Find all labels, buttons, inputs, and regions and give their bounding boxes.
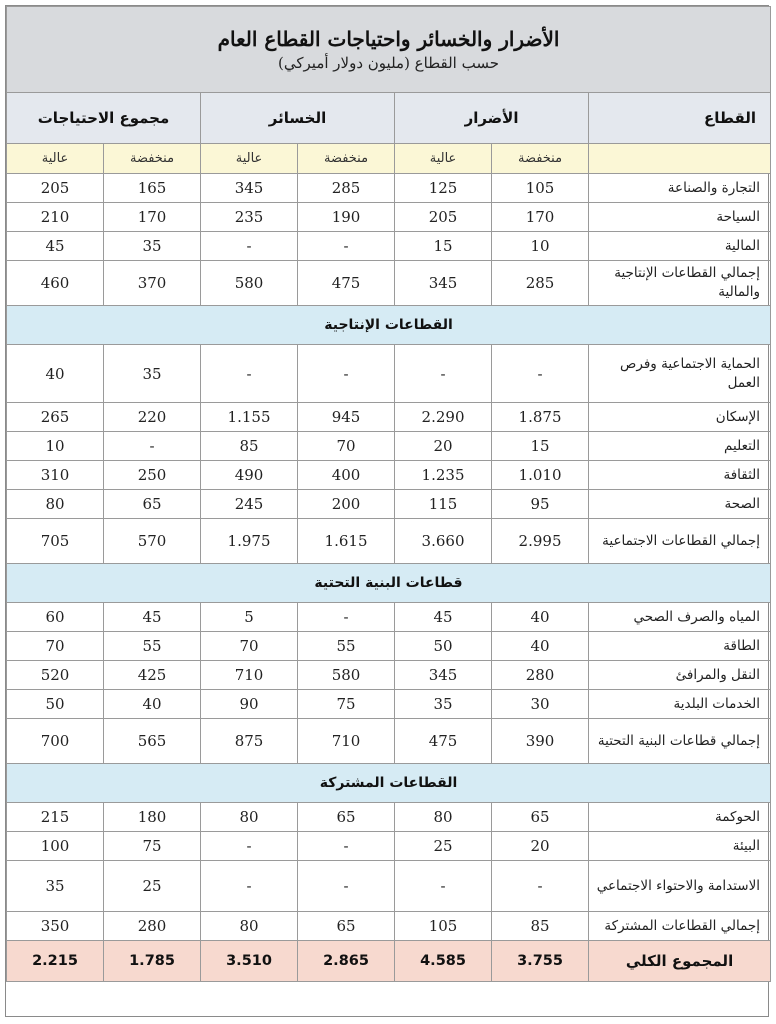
value-cell: 25 bbox=[395, 832, 492, 861]
sector-name: إجمالي القطاعات الاجتماعية bbox=[589, 519, 771, 564]
value-cell: 1.615 bbox=[298, 519, 395, 564]
title-row bbox=[7, 7, 771, 93]
value-cell: 245 bbox=[201, 490, 298, 519]
value-cell: 280 bbox=[492, 661, 589, 690]
table-row bbox=[7, 603, 771, 632]
value-cell: 215 bbox=[7, 803, 104, 832]
value-cell: 3.660 bbox=[395, 519, 492, 564]
value-cell: 105 bbox=[492, 174, 589, 203]
value-cell: 115 bbox=[395, 490, 492, 519]
value-cell: 10 bbox=[492, 232, 589, 261]
value-cell: 45 bbox=[395, 603, 492, 632]
value-cell: 190 bbox=[298, 203, 395, 232]
value-cell: 15 bbox=[492, 432, 589, 461]
sector-header: القطاع bbox=[589, 93, 771, 144]
table-row bbox=[7, 690, 771, 719]
value-cell: 210 bbox=[7, 203, 104, 232]
value-cell: 15 bbox=[395, 232, 492, 261]
table-subtitle: حسب القطاع (مليون دولار أميركي) bbox=[278, 53, 499, 72]
value-cell: 75 bbox=[104, 832, 201, 861]
value-cell: 310 bbox=[7, 461, 104, 490]
value-cell: 1.875 bbox=[492, 403, 589, 432]
value-cell: 235 bbox=[201, 203, 298, 232]
value-cell: 65 bbox=[298, 803, 395, 832]
value-cell: 40 bbox=[104, 690, 201, 719]
damages-losses-needs-table-card bbox=[5, 5, 769, 1017]
value-cell: 700 bbox=[7, 719, 104, 764]
section-title: القطاعات المشتركة bbox=[7, 764, 771, 803]
value-cell: 2.995 bbox=[492, 519, 589, 564]
value-cell: 50 bbox=[7, 690, 104, 719]
damages-low-header: منخفضة bbox=[492, 144, 589, 174]
value-cell: 80 bbox=[7, 490, 104, 519]
value-cell: - bbox=[395, 861, 492, 912]
value-cell: 105 bbox=[395, 912, 492, 941]
value-cell: - bbox=[395, 345, 492, 403]
table-row bbox=[7, 632, 771, 661]
value-cell: 1.155 bbox=[201, 403, 298, 432]
value-cell: - bbox=[104, 432, 201, 461]
value-cell: - bbox=[298, 232, 395, 261]
sector-name: إجمالي القطاعات الإنتاجية والمالية bbox=[589, 261, 771, 306]
grand-total-value: 3.510 bbox=[201, 941, 298, 982]
grand-total-value: 1.785 bbox=[104, 941, 201, 982]
grand-total-value: 4.585 bbox=[395, 941, 492, 982]
table-row bbox=[7, 403, 771, 432]
value-cell: 265 bbox=[7, 403, 104, 432]
value-cell: 370 bbox=[104, 261, 201, 306]
value-cell: 5 bbox=[201, 603, 298, 632]
value-cell: 350 bbox=[7, 912, 104, 941]
value-cell: 710 bbox=[298, 719, 395, 764]
data-table bbox=[6, 6, 771, 982]
damages-high-header: عالية bbox=[395, 144, 492, 174]
value-cell: 205 bbox=[395, 203, 492, 232]
section-header-row bbox=[7, 564, 771, 603]
value-cell: 35 bbox=[104, 232, 201, 261]
value-cell: 40 bbox=[7, 345, 104, 403]
value-cell: 40 bbox=[492, 603, 589, 632]
value-cell: 85 bbox=[492, 912, 589, 941]
value-cell: 170 bbox=[492, 203, 589, 232]
value-cell: 80 bbox=[201, 803, 298, 832]
value-cell: 710 bbox=[201, 661, 298, 690]
value-cell: 20 bbox=[492, 832, 589, 861]
value-cell: - bbox=[298, 603, 395, 632]
value-cell: 80 bbox=[201, 912, 298, 941]
sector-name: السياحة bbox=[589, 203, 771, 232]
value-cell: 345 bbox=[201, 174, 298, 203]
losses-low-header: منخفضة bbox=[298, 144, 395, 174]
sector-name: المالية bbox=[589, 232, 771, 261]
value-cell: 20 bbox=[395, 432, 492, 461]
table-row bbox=[7, 232, 771, 261]
value-cell: 70 bbox=[7, 632, 104, 661]
value-cell: 95 bbox=[492, 490, 589, 519]
sector-name: الطاقة bbox=[589, 632, 771, 661]
sector-name: البيئة bbox=[589, 832, 771, 861]
value-cell: 60 bbox=[7, 603, 104, 632]
value-cell: 40 bbox=[492, 632, 589, 661]
value-cell: 55 bbox=[298, 632, 395, 661]
value-cell: 520 bbox=[7, 661, 104, 690]
grand-total-label: المجموع الكلي bbox=[589, 941, 771, 982]
value-cell: 30 bbox=[492, 690, 589, 719]
sector-name: المياه والصرف الصحي bbox=[589, 603, 771, 632]
table-row bbox=[7, 461, 771, 490]
value-cell: 475 bbox=[395, 719, 492, 764]
value-cell: 75 bbox=[298, 690, 395, 719]
value-cell: - bbox=[492, 861, 589, 912]
value-cell: 490 bbox=[201, 461, 298, 490]
value-cell: 580 bbox=[201, 261, 298, 306]
sector-name: إجمالي قطاعات البنية التحتية bbox=[589, 719, 771, 764]
sector-name: الخدمات البلدية bbox=[589, 690, 771, 719]
value-cell: 170 bbox=[104, 203, 201, 232]
needs-low-header: منخفضة bbox=[104, 144, 201, 174]
value-cell: 875 bbox=[201, 719, 298, 764]
table-row bbox=[7, 719, 771, 764]
grand-total-value: 2.215 bbox=[7, 941, 104, 982]
value-cell: 70 bbox=[298, 432, 395, 461]
value-cell: 1.010 bbox=[492, 461, 589, 490]
value-cell: 50 bbox=[395, 632, 492, 661]
value-cell: 45 bbox=[7, 232, 104, 261]
needs-total-header: مجموع الاحتياجات bbox=[7, 93, 201, 144]
value-cell: 2.290 bbox=[395, 403, 492, 432]
value-cell: - bbox=[298, 832, 395, 861]
subheader-row bbox=[7, 144, 771, 174]
value-cell: 45 bbox=[104, 603, 201, 632]
value-cell: 425 bbox=[104, 661, 201, 690]
sector-name: الاستدامة والاحتواء الاجتماعي bbox=[589, 861, 771, 912]
value-cell: 1.975 bbox=[201, 519, 298, 564]
section-title: القطاعات الإنتاجية bbox=[7, 306, 771, 345]
value-cell: 580 bbox=[298, 661, 395, 690]
sector-name: الإسكان bbox=[589, 403, 771, 432]
section-header-row bbox=[7, 764, 771, 803]
value-cell: 85 bbox=[201, 432, 298, 461]
table-row bbox=[7, 519, 771, 564]
title-cell bbox=[7, 7, 771, 93]
table-row bbox=[7, 432, 771, 461]
table-row bbox=[7, 861, 771, 912]
value-cell: 80 bbox=[395, 803, 492, 832]
sector-name: إجمالي القطاعات المشتركة bbox=[589, 912, 771, 941]
losses-high-header: عالية bbox=[201, 144, 298, 174]
value-cell: 125 bbox=[395, 174, 492, 203]
value-cell: 565 bbox=[104, 719, 201, 764]
value-cell: 100 bbox=[7, 832, 104, 861]
sector-name: الثقافة bbox=[589, 461, 771, 490]
sector-name: التعليم bbox=[589, 432, 771, 461]
table-row bbox=[7, 661, 771, 690]
value-cell: 285 bbox=[298, 174, 395, 203]
value-cell: 65 bbox=[104, 490, 201, 519]
value-cell: 250 bbox=[104, 461, 201, 490]
value-cell: 35 bbox=[395, 690, 492, 719]
table-title: الأضرار والخسائر واحتياجات القطاع العام bbox=[217, 26, 560, 51]
value-cell: 945 bbox=[298, 403, 395, 432]
value-cell: - bbox=[201, 861, 298, 912]
value-cell: 345 bbox=[395, 261, 492, 306]
table-row bbox=[7, 912, 771, 941]
damages-header: الأضرار bbox=[395, 93, 589, 144]
grand-total-value: 3.755 bbox=[492, 941, 589, 982]
value-cell: 280 bbox=[104, 912, 201, 941]
value-cell: - bbox=[201, 232, 298, 261]
table-row bbox=[7, 174, 771, 203]
value-cell: 475 bbox=[298, 261, 395, 306]
value-cell: 570 bbox=[104, 519, 201, 564]
sector-name: الحماية الاجتماعية وفرص العمل bbox=[589, 345, 771, 403]
group-header-row bbox=[7, 93, 771, 144]
grand-total-row bbox=[7, 941, 771, 982]
value-cell: 165 bbox=[104, 174, 201, 203]
sector-name: الصحة bbox=[589, 490, 771, 519]
subheader-empty-cell bbox=[589, 144, 771, 174]
value-cell: 35 bbox=[7, 861, 104, 912]
value-cell: - bbox=[201, 832, 298, 861]
value-cell: 90 bbox=[201, 690, 298, 719]
value-cell: 1.235 bbox=[395, 461, 492, 490]
value-cell: - bbox=[201, 345, 298, 403]
value-cell: 25 bbox=[104, 861, 201, 912]
value-cell: 55 bbox=[104, 632, 201, 661]
value-cell: - bbox=[298, 345, 395, 403]
table-row bbox=[7, 490, 771, 519]
value-cell: - bbox=[298, 861, 395, 912]
value-cell: 65 bbox=[492, 803, 589, 832]
table-row bbox=[7, 345, 771, 403]
value-cell: 285 bbox=[492, 261, 589, 306]
value-cell: 400 bbox=[298, 461, 395, 490]
value-cell: 70 bbox=[201, 632, 298, 661]
section-title: قطاعات البنية التحتية bbox=[7, 564, 771, 603]
value-cell: 180 bbox=[104, 803, 201, 832]
value-cell: 705 bbox=[7, 519, 104, 564]
needs-high-header: عالية bbox=[7, 144, 104, 174]
value-cell: 65 bbox=[298, 912, 395, 941]
section-header-row bbox=[7, 306, 771, 345]
losses-header: الخسائر bbox=[201, 93, 395, 144]
value-cell: 35 bbox=[104, 345, 201, 403]
value-cell: 460 bbox=[7, 261, 104, 306]
table-row bbox=[7, 832, 771, 861]
table-row bbox=[7, 803, 771, 832]
table-row bbox=[7, 203, 771, 232]
value-cell: - bbox=[492, 345, 589, 403]
value-cell: 200 bbox=[298, 490, 395, 519]
table-row bbox=[7, 261, 771, 306]
value-cell: 10 bbox=[7, 432, 104, 461]
sector-name: الحوكمة bbox=[589, 803, 771, 832]
sector-name: النقل والمرافئ bbox=[589, 661, 771, 690]
value-cell: 220 bbox=[104, 403, 201, 432]
value-cell: 205 bbox=[7, 174, 104, 203]
value-cell: 345 bbox=[395, 661, 492, 690]
value-cell: 390 bbox=[492, 719, 589, 764]
grand-total-value: 2.865 bbox=[298, 941, 395, 982]
sector-name: التجارة والصناعة bbox=[589, 174, 771, 203]
